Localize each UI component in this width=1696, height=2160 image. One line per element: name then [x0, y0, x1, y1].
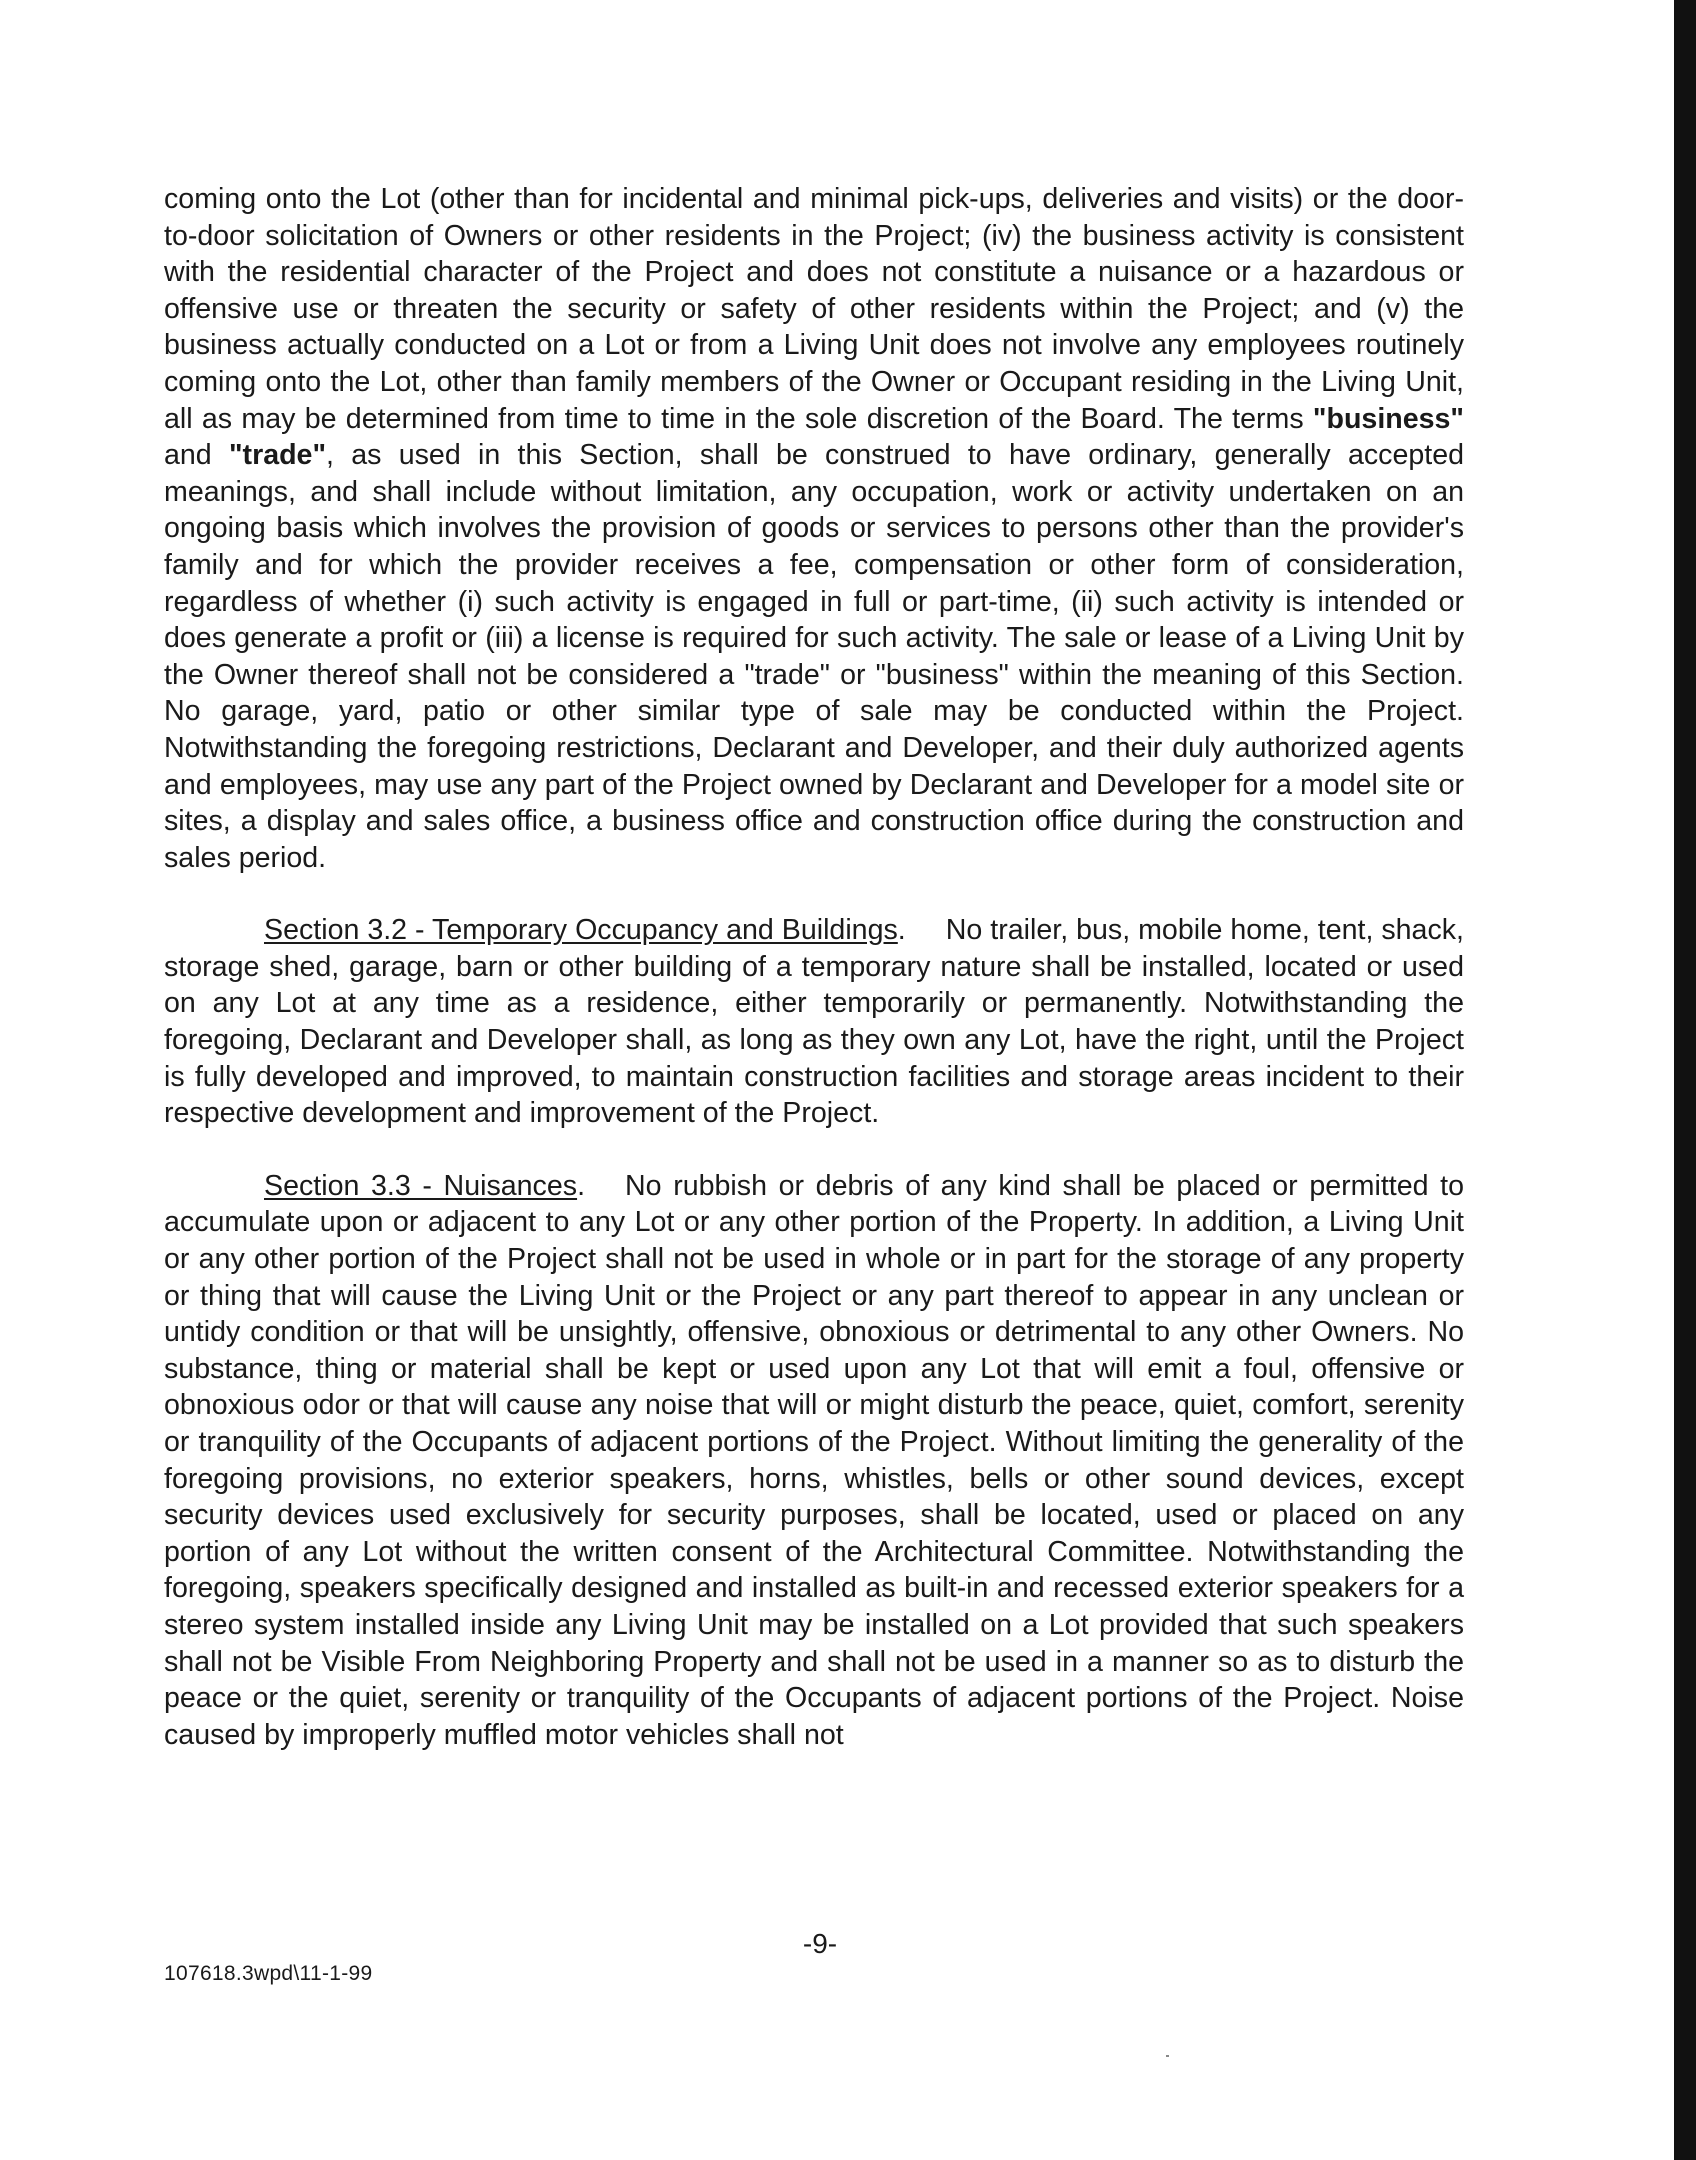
section-body: No rubbish or debris of any kind shall be placed or permitted to accumulate upon or adjacent to any Lot or any other portion of the Property. In addition, a Living Unit or any other portion of the Project shall not be used in whole or in part for the storage of any property or thing that will cause the Living Unit or the Project or any part thereof to appear in any unclean or untidy condition or that will be unsightly, offensive, obnoxious or detrimental to any other Owners. No substance, thing or material shall be kept or used upon any Lot that will emit a foul, offensive or obnoxious odor or that will cause any noise that will or might disturb the peace, quiet, comfort, serenity or tranquility of the Occupants of adjacent portions of the Project. Without limiting the generality of the foregoing provisions, no exterior speakers, horns, whistles, bells or other sound devices, except security devices used exclusively for security purposes, shall be located, used or placed on any portion of any Lot without the written consent of the Architectural Committee. Notwithstanding the foregoing, speakers specifically designed and installed as built-in and recessed exterior speakers for a stereo system installed inside any Living Unit may be installed on a Lot provided that such speakers shall not be Visible From Neighboring Property and shall not be used in a manner so as to disturb the peace or the quiet, serenity or tranquility of the Occupants of adjacent portions of the Project. Noise caused by improperly muffled motor vehicles shall not	[164, 1169, 1464, 1751]
section-body: No trailer, bus, mobile home, tent, shack, storage shed, garage, barn or other building of a temporary nature shall be installed, located or used on any Lot at any time as a residence, either temporarily or permanently. Notwithstanding the foregoing, Declarant and Developer shall, as long as they own any Lot, have the right, until the Project is fully developed and improved, to maintain construction facilities and storage areas incident to their respective development and improvement of the Project.	[164, 914, 1464, 1130]
scan-speck	[1166, 2055, 1169, 2057]
paragraph-text: , as used in this Section, shall be construed to have ordinary, generally accepted meanings, and shall include without limitation, any occupation, work or activity undertaken on an ongoing basis which involves the provision of goods or services to persons other than the provider's family and for which the provider receives a fee, compensation or other form of consideration, regardless of whether (i) such activity is engaged in full or part-time, (ii) such activity is intended or does generate a profit or (iii) a license is required for such activity. The sale or lease of a Living Unit by the Owner thereof shall not be considered a "trade" or "business" within the meaning of this Section. No garage, yard, patio or other similar type of sale may be conducted within the Project. Notwithstanding the foregoing restrictions, Declarant and Developer, and their duly authorized agents and employees, may use any part of the Project owned by Declarant and Developer for a model site or sites, a display and sales office, a business office and construction office during the construction and sales period.	[164, 439, 1464, 874]
section-heading: Section 3.3 - Nuisances	[264, 1169, 578, 1202]
paragraph-text: coming onto the Lot (other than for incidental and minimal pick-ups, deliveries and visits) or the door-to-door solicitation of Owners or other residents in the Project; (iv) the business activity is consistent with the residential character of the Project and does not constitute a nuisance or a hazardous or offensive use or threaten the security or safety of other residents within the Project; and (v) the business actually conducted on a Lot or from a Living Unit does not involve any employees routinely coming onto the Lot, other than family members of the Owner or Occupant residing in the Living Unit, all as may be determined from time to time in the sole discretion of the Board. The terms	[164, 183, 1464, 435]
page-number: -9-	[802, 1928, 838, 1959]
document-id: 107618.3wpd\11-1-99	[164, 1962, 373, 1985]
paragraph-business-use	[164, 181, 1464, 876]
heading-period: .	[897, 914, 906, 947]
defined-term-trade: "trade"	[228, 439, 327, 472]
paragraph-text: and	[164, 439, 229, 472]
heading-period: .	[577, 1169, 586, 1202]
scan-edge-bar	[1674, 0, 1696, 2160]
section-3-2	[164, 912, 1464, 1132]
section-3-3	[164, 1168, 1464, 1754]
document-body	[164, 181, 1464, 1753]
defined-term-business: "business"	[1312, 402, 1464, 435]
section-heading: Section 3.2 - Temporary Occupancy and Buildings	[264, 914, 898, 947]
